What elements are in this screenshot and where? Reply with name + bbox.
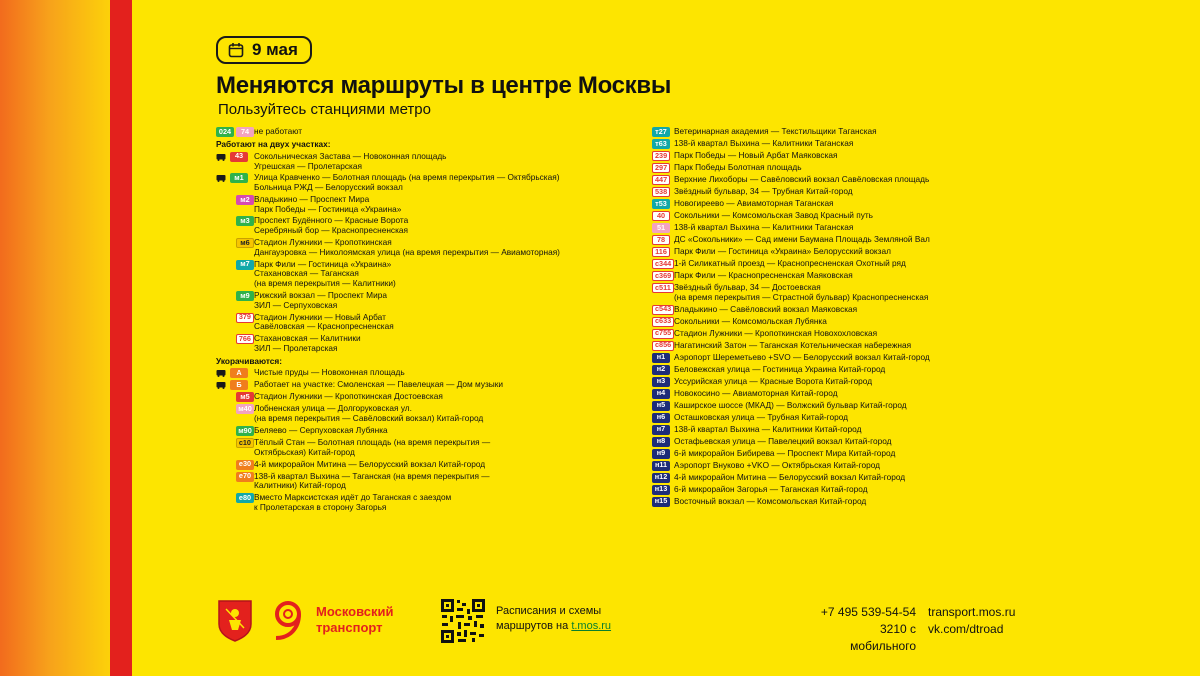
route-row bbox=[652, 247, 1012, 257]
route-text: ДС «Сокольники» — Сад имени Баумана Площадь Земляной Вал bbox=[674, 234, 930, 244]
section-heading-two-sections: Работают на двух участках: bbox=[216, 139, 331, 149]
route-text: Рижский вокзал — Проспект Мира bbox=[254, 289, 387, 300]
route-badge: е80 bbox=[236, 493, 254, 503]
route-text: Калитники) Китай-город bbox=[254, 480, 346, 491]
route-text: Дангауэровка — Николоямская улица (на время перекрытия — Авиамоторная) bbox=[254, 246, 560, 257]
route-text: 138-й квартал Выхина — Калитники Китай-город bbox=[674, 423, 862, 434]
brand-line: Московский bbox=[316, 604, 394, 619]
route-row bbox=[652, 271, 1012, 281]
left-red-stripe bbox=[110, 0, 132, 676]
route-row bbox=[652, 497, 1012, 507]
route-row bbox=[216, 426, 616, 436]
route-text: Аэропорт Шереметьево +SVO — Белорусский вокзал Китай-город bbox=[674, 351, 930, 362]
route-text: Стадион Лужники — Кропоткинская Новохохловская bbox=[674, 327, 878, 338]
qr-code-icon[interactable] bbox=[440, 598, 486, 644]
route-badge: н7 bbox=[652, 425, 670, 435]
route-text: Сокольники — Комсомольская Завод Красный путь bbox=[674, 210, 873, 220]
route-badge: м9 bbox=[236, 291, 254, 301]
trolleybus-icon bbox=[216, 152, 226, 161]
route-text: Стадион Лужники — Кропоткинская bbox=[254, 237, 392, 248]
route-row bbox=[652, 223, 1012, 233]
route-row bbox=[652, 341, 1012, 351]
route-text: Стадион Лужники — Кропоткинская Достоевская bbox=[254, 391, 443, 402]
route-badge: А bbox=[230, 368, 248, 378]
route-badge: с344 bbox=[652, 259, 674, 269]
schedule-text: маршрутов на bbox=[496, 620, 572, 633]
route-row bbox=[652, 425, 1012, 435]
web-contacts bbox=[928, 604, 1048, 638]
route-badge: 40 bbox=[652, 211, 670, 221]
route-text: 6-й микрорайон Загорья — Таганская Китай-город bbox=[674, 483, 868, 494]
route-row bbox=[216, 438, 616, 458]
route-row bbox=[652, 139, 1012, 149]
not-working-text: не работают bbox=[254, 126, 303, 136]
route-text: 1-й Силикатный проезд — Краснопресненская Охотный ряд bbox=[674, 258, 906, 268]
route-badge: м5 bbox=[236, 392, 254, 402]
route-badge: н6 bbox=[652, 413, 670, 423]
route-badge: 538 bbox=[652, 187, 670, 197]
route-badge: с10 bbox=[236, 438, 254, 448]
route-row bbox=[652, 163, 1012, 173]
route-badge: н1 bbox=[652, 353, 670, 363]
route-badge: м90 bbox=[236, 426, 254, 436]
route-text: Чистые пруды — Новоконная площадь bbox=[254, 367, 405, 378]
right-column bbox=[652, 127, 1012, 507]
route-text: 138-й квартал Выхина — Калитники Таганская bbox=[674, 138, 854, 148]
route-badge: 78 bbox=[652, 235, 670, 245]
route-row bbox=[652, 187, 1012, 197]
route-badge: 239 bbox=[652, 151, 670, 161]
route-row bbox=[652, 437, 1012, 447]
route-badge: н3 bbox=[652, 377, 670, 387]
route-text: Беляево — Серпуховская Лубянка bbox=[254, 424, 388, 435]
route-text: Работает на участке: Смоленская — Павелецкая — Дом музыки bbox=[254, 379, 504, 390]
website-link[interactable]: transport.mos.ru bbox=[928, 605, 1016, 619]
route-badge: с369 bbox=[652, 271, 674, 281]
route-text: (на время перекрытия — Калитники) bbox=[254, 278, 396, 289]
left-column bbox=[216, 127, 616, 513]
route-badge: м40 bbox=[236, 404, 254, 414]
route-badge: н11 bbox=[652, 461, 670, 471]
route-text: Осташковская улица — Трубная Китай-город bbox=[674, 411, 848, 422]
route-badge: 024 bbox=[216, 127, 234, 137]
route-text: Проспект Будённого — Красные Ворота bbox=[254, 215, 409, 226]
route-text: Восточный вокзал — Комсомольская Китай-город bbox=[674, 495, 867, 506]
route-text: Парк Победы Болотная площадь bbox=[674, 162, 802, 172]
route-row bbox=[216, 238, 616, 258]
route-row bbox=[652, 353, 1012, 363]
route-badge: н9 bbox=[652, 449, 670, 459]
route-badge: 447 bbox=[652, 175, 670, 185]
route-badge: м3 bbox=[236, 216, 254, 226]
route-text: Стахановская — Таганская bbox=[254, 268, 359, 279]
route-text: Стадион Лужники — Новый Арбат bbox=[254, 311, 386, 322]
route-badge: 43 bbox=[230, 152, 248, 162]
route-badge: с633 bbox=[652, 317, 674, 327]
route-row bbox=[652, 127, 1012, 137]
route-badge: н15 bbox=[652, 497, 670, 507]
route-badge: 51 bbox=[652, 223, 670, 233]
date-badge bbox=[216, 36, 312, 64]
route-text: 4-й микрорайон Митина — Белорусский вокзал Китай-город bbox=[674, 471, 906, 482]
route-text: Владыкино — Проспект Мира bbox=[254, 193, 370, 204]
route-badge: м7 bbox=[236, 260, 254, 270]
phone-number[interactable]: +7 495 539-54-54 bbox=[820, 605, 916, 619]
route-text: Остафьевская улица — Павелецкий вокзал Китай-город bbox=[674, 435, 892, 446]
route-row bbox=[216, 404, 616, 424]
route-text: Нагатинский Затон — Таганская Котельническая набережная bbox=[674, 339, 912, 350]
route-row bbox=[216, 216, 616, 236]
route-row bbox=[216, 460, 616, 470]
route-badge: с755 bbox=[652, 329, 674, 339]
route-text: Уссурийская улица — Красные Ворота Китай-город bbox=[674, 375, 873, 386]
schedule-text: Расписания и схемы bbox=[496, 605, 602, 617]
route-badge: н12 bbox=[652, 473, 670, 483]
route-badge: с856 bbox=[652, 341, 674, 351]
vk-link[interactable]: vk.com/dtroad bbox=[928, 621, 1004, 636]
route-text: Парк Победы — Новый Арбат Маяковская bbox=[674, 150, 838, 160]
route-row bbox=[652, 283, 1012, 303]
trolleybus-icon bbox=[216, 380, 226, 389]
route-text: Больница РЖД — Белорусский вокзал bbox=[254, 182, 403, 193]
route-badge: е70 bbox=[236, 472, 254, 482]
route-row bbox=[216, 392, 616, 402]
route-text: Сокольническая Застава — Новоконная площадь bbox=[254, 150, 447, 161]
route-row bbox=[652, 365, 1012, 375]
route-row bbox=[652, 305, 1012, 315]
schedule-info bbox=[496, 604, 636, 635]
route-text: Улица Кравченко — Болотная площадь (на время перекрытия — Октябрьская) bbox=[254, 172, 560, 183]
short-number: 3210 с мобильного bbox=[850, 621, 916, 653]
route-text: Октябрьская) Китай-город bbox=[254, 446, 355, 457]
route-text: Парк Фили — Гостиница «Украина» bbox=[254, 258, 392, 269]
calendar-icon bbox=[228, 42, 244, 58]
route-row bbox=[216, 260, 616, 289]
route-text: Вместо Марксистская идёт до Таганская с заездом bbox=[254, 492, 452, 503]
route-row bbox=[216, 380, 616, 390]
route-row bbox=[652, 259, 1012, 269]
moscow-coat-of-arms-icon bbox=[216, 598, 254, 642]
route-text: Аэропорт Внуково +VKO — Октябрьская Китай-город bbox=[674, 459, 880, 470]
moscow-transport-logo-icon bbox=[264, 596, 310, 642]
route-badge: н2 bbox=[652, 365, 670, 375]
route-text: Парк Фили — Краснопресненская Маяковская bbox=[674, 270, 853, 280]
route-text: (на время перекрытия — Савёловский вокзал) Китай-город bbox=[254, 413, 484, 424]
route-row bbox=[216, 195, 616, 215]
route-badge: т27 bbox=[652, 127, 670, 137]
route-row bbox=[652, 329, 1012, 339]
route-text: ЗИЛ — Пролетарская bbox=[254, 342, 338, 353]
route-badge: с543 bbox=[652, 305, 674, 315]
route-text: 4-й микрорайон Митина — Белорусский вокзал Китай-город bbox=[254, 458, 486, 469]
route-text: к Пролетарская в сторону Загорья bbox=[254, 501, 387, 512]
schedule-link[interactable]: t.mos.ru bbox=[571, 620, 612, 633]
section-heading-shortened: Укорачиваются: bbox=[216, 355, 283, 366]
trolleybus-icon bbox=[216, 368, 226, 377]
route-text: Угрешская — Пролетарская bbox=[254, 160, 362, 171]
route-row bbox=[652, 211, 1012, 221]
route-text: Верхние Лихоборы — Савёловский вокзал Савёловская площадь bbox=[674, 174, 930, 184]
route-badge: н4 bbox=[652, 389, 670, 399]
route-text: Ветеринарная академия — Текстильщики Таганская bbox=[674, 126, 877, 136]
route-text: Звёздный бульвар, 34 — Достоевская bbox=[674, 282, 821, 292]
route-row bbox=[652, 377, 1012, 387]
phone-contacts bbox=[812, 604, 916, 654]
route-badge: 74 bbox=[236, 127, 254, 137]
route-badge: м1 bbox=[230, 173, 248, 183]
route-badge: н8 bbox=[652, 437, 670, 447]
route-row bbox=[652, 461, 1012, 471]
route-text: Лобненская улица — Долгоруковская ул. bbox=[254, 403, 412, 414]
route-text: Парк Победы — Гостиница «Украина» bbox=[254, 203, 402, 214]
route-text: Тёплый Стан — Болотная площадь (на время перекрытия — bbox=[254, 436, 491, 447]
route-text: 138-й квартал Выхина — Калитники Таганская bbox=[674, 222, 854, 232]
route-badge: с511 bbox=[652, 283, 674, 293]
route-text: Новокосино — Авиамоторная Китай-город bbox=[674, 387, 838, 398]
route-row bbox=[652, 199, 1012, 209]
route-row bbox=[652, 485, 1012, 495]
route-row bbox=[216, 493, 616, 513]
route-row bbox=[216, 334, 616, 354]
page-title: Меняются маршруты в центре Москвы bbox=[216, 72, 672, 99]
route-row bbox=[652, 413, 1012, 423]
page-subtitle: Пользуйтесь станциями метро bbox=[218, 101, 431, 118]
route-text: Беловежская улица — Гостиница Украина Китай-город bbox=[674, 363, 886, 374]
route-row bbox=[652, 401, 1012, 411]
route-row bbox=[652, 449, 1012, 459]
route-row bbox=[652, 235, 1012, 245]
route-text: Серебряный бор — Краснопресненская bbox=[254, 225, 409, 236]
route-text: Новогиреево — Авиамоторная Таганская bbox=[674, 198, 834, 208]
route-row bbox=[216, 313, 616, 333]
route-row bbox=[652, 317, 1012, 327]
route-text: 6-й микрорайон Бибирева — Проспект Мира Китай-город bbox=[674, 447, 896, 458]
route-badge: 297 bbox=[652, 163, 670, 173]
route-row bbox=[652, 473, 1012, 483]
route-badge: н13 bbox=[652, 485, 670, 495]
brand-name bbox=[316, 604, 416, 637]
date-text: 9 мая bbox=[252, 40, 298, 59]
route-text: Стахановская — Калитники bbox=[254, 333, 361, 344]
route-row bbox=[216, 368, 616, 378]
route-text: Сокольники — Комсомольская Лубянка bbox=[674, 315, 827, 326]
route-row bbox=[216, 472, 616, 492]
route-row bbox=[216, 291, 616, 311]
left-edge-gradient bbox=[0, 0, 110, 676]
trolleybus-icon bbox=[216, 173, 226, 182]
route-badge: 379 bbox=[236, 313, 254, 323]
route-text: Владыкино — Савёловский вокзал Маяковская bbox=[674, 303, 858, 314]
route-text: Звёздный бульвар, 34 — Трубная Китай-город bbox=[674, 186, 853, 196]
route-badge: м6 bbox=[236, 238, 254, 248]
route-text: Савёловская — Краснопресненская bbox=[254, 321, 394, 332]
route-row bbox=[216, 152, 616, 172]
route-badge: н5 bbox=[652, 401, 670, 411]
route-text: Каширское шоссе (МКАД) — Волжский бульвар Китай-город bbox=[674, 399, 907, 410]
route-row bbox=[652, 151, 1012, 161]
route-row bbox=[216, 173, 616, 193]
route-text: 138-й квартал Выхина — Таганская (на время перекрытия — bbox=[254, 470, 490, 481]
route-row bbox=[652, 389, 1012, 399]
route-text: Парк Фили — Гостиница «Украина» Белорусский вокзал bbox=[674, 246, 891, 256]
route-badge: 766 bbox=[236, 334, 254, 344]
route-text: (на время перекрытия — Страстной бульвар) Краснопресненская bbox=[674, 291, 929, 302]
route-badge: т53 bbox=[652, 199, 670, 209]
route-badge: м2 bbox=[236, 195, 254, 205]
brand-line: транспорт bbox=[316, 620, 383, 636]
not-working-row bbox=[216, 127, 616, 137]
route-badge: 116 bbox=[652, 247, 670, 257]
route-badge: е30 bbox=[236, 460, 254, 470]
route-text: ЗИЛ — Серпуховская bbox=[254, 299, 338, 310]
route-row bbox=[652, 175, 1012, 185]
route-badge: Б bbox=[230, 380, 248, 390]
route-badge: т63 bbox=[652, 139, 670, 149]
